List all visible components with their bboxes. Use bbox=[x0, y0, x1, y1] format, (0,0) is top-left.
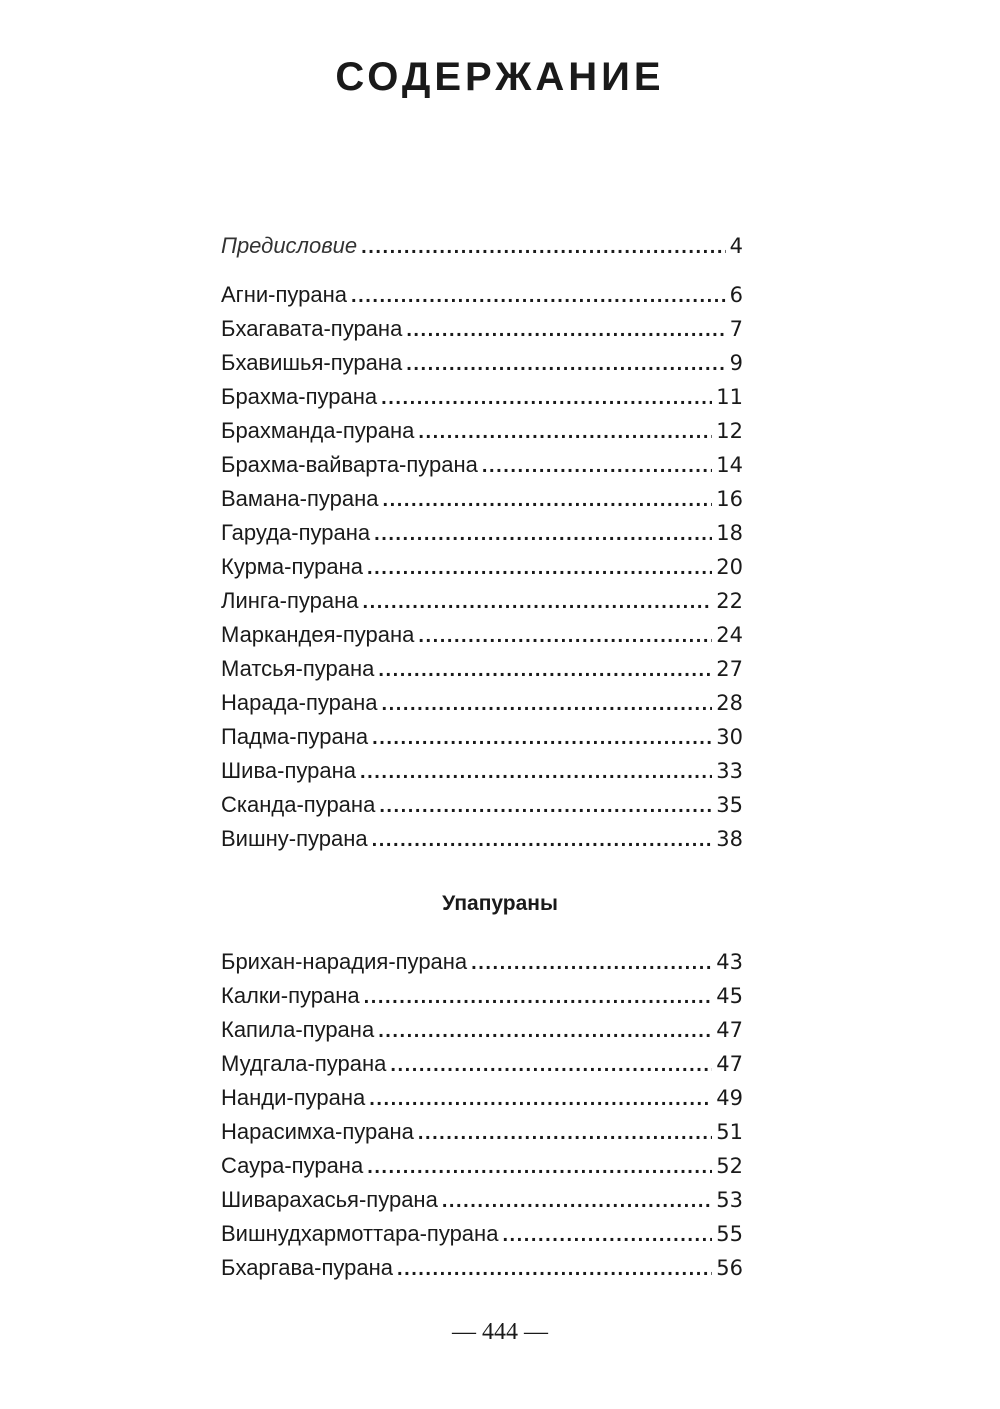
toc-entry-label: Нарасимха-пурана bbox=[221, 1119, 414, 1144]
toc-leader-dots bbox=[372, 823, 713, 857]
toc-entry[interactable] bbox=[221, 652, 743, 686]
toc-entry[interactable] bbox=[221, 346, 743, 380]
toc-leader-dots bbox=[382, 687, 713, 721]
toc-leader-dots bbox=[418, 619, 712, 653]
toc-puranas-list bbox=[221, 278, 743, 856]
toc-entry-page: 56 bbox=[716, 1256, 743, 1280]
toc-entry[interactable] bbox=[221, 448, 743, 482]
toc-leader-dots bbox=[369, 1082, 712, 1116]
toc-leader-dots bbox=[381, 381, 712, 415]
toc-leader-dots bbox=[361, 230, 725, 264]
toc-leader-dots bbox=[406, 313, 725, 347]
toc-entry-label: Брахма-вайварта-пурана bbox=[221, 452, 478, 477]
toc-leader-dots bbox=[367, 551, 712, 585]
toc-entry[interactable] bbox=[221, 945, 743, 979]
toc-entry[interactable] bbox=[221, 278, 743, 312]
toc-leader-dots bbox=[397, 1252, 712, 1286]
toc-leader-dots bbox=[378, 653, 712, 687]
toc-entry-page: 51 bbox=[716, 1120, 743, 1144]
toc-entry-label: Линга-пурана bbox=[221, 588, 359, 613]
toc-entry-label: Курма-пурана bbox=[221, 554, 364, 579]
toc-entry-page: 52 bbox=[716, 1154, 743, 1178]
toc-entry-page: 6 bbox=[729, 283, 743, 307]
toc-entry-page: 27 bbox=[716, 657, 743, 681]
toc-entry-page: 49 bbox=[716, 1086, 743, 1110]
toc-entry-label: Вишнудхармоттара-пурана bbox=[221, 1221, 499, 1246]
toc-entry-label: Матсья-пурана bbox=[221, 656, 375, 681]
toc-entry-label: Нарада-пурана bbox=[221, 690, 378, 715]
toc-preface bbox=[221, 229, 743, 263]
toc-entry-page: 18 bbox=[716, 521, 743, 545]
toc-entry-label: Предисловие bbox=[221, 233, 358, 258]
toc-entry-label: Брихан-нарадия-пурана bbox=[221, 949, 468, 974]
toc-entry-label: Шива-пурана bbox=[221, 758, 356, 783]
toc-entry-label: Бхагавата-пурана bbox=[221, 316, 403, 341]
toc-entry[interactable] bbox=[221, 516, 743, 550]
toc-entry-page: 45 bbox=[716, 984, 743, 1008]
toc-entry[interactable] bbox=[221, 618, 743, 652]
toc-entry-label: Вамана-пурана bbox=[221, 486, 379, 511]
toc-leader-dots bbox=[367, 1150, 712, 1184]
toc-entry-label: Маркандея-пурана bbox=[221, 622, 415, 647]
section-heading-upapuranas: Упапураны bbox=[442, 892, 558, 915]
toc-entry-page: 4 bbox=[729, 234, 743, 258]
toc-entry[interactable] bbox=[221, 482, 743, 516]
toc-leader-dots bbox=[383, 483, 713, 517]
toc-entry-label: Капила-пурана bbox=[221, 1017, 375, 1042]
toc-entry-label: Саура-пурана bbox=[221, 1153, 364, 1178]
toc-entry[interactable] bbox=[221, 1149, 743, 1183]
toc-leader-dots bbox=[390, 1048, 712, 1082]
toc-entry-label: Падма-пурана bbox=[221, 724, 369, 749]
toc-entry[interactable] bbox=[221, 380, 743, 414]
toc-entry[interactable] bbox=[221, 1013, 743, 1047]
toc-leader-dots bbox=[351, 279, 726, 313]
toc-entry-page: 35 bbox=[716, 793, 743, 817]
toc-entry-label: Гаруда-пурана bbox=[221, 520, 371, 545]
toc-entry-page: 47 bbox=[716, 1018, 743, 1042]
toc-leader-dots bbox=[363, 585, 713, 619]
toc-entry-page: 38 bbox=[716, 827, 743, 851]
toc-entry-label: Агни-пурана bbox=[221, 282, 347, 307]
toc-entry-page: 20 bbox=[716, 555, 743, 579]
toc-entry-label: Бхаргава-пурана bbox=[221, 1255, 393, 1280]
toc-entry-preface[interactable] bbox=[221, 229, 743, 263]
toc-entry-label: Шиварахасья-пурана bbox=[221, 1187, 438, 1212]
toc-leader-dots bbox=[360, 755, 712, 789]
toc-entry-page: 7 bbox=[729, 317, 743, 341]
toc-entry-page: 24 bbox=[716, 623, 743, 647]
toc-leader-dots bbox=[442, 1184, 712, 1218]
page-number: — 444 — bbox=[452, 1319, 548, 1345]
toc-leader-dots bbox=[379, 789, 712, 823]
toc-entry-page: 55 bbox=[716, 1222, 743, 1246]
toc-leader-dots bbox=[378, 1014, 712, 1048]
toc-entry[interactable] bbox=[221, 1081, 743, 1115]
toc-entry[interactable] bbox=[221, 414, 743, 448]
toc-entry-page: 14 bbox=[716, 453, 743, 477]
toc-leader-dots bbox=[374, 517, 712, 551]
toc-entry-label: Нанди-пурана bbox=[221, 1085, 366, 1110]
toc-entry[interactable] bbox=[221, 979, 743, 1013]
toc-entry-label: Мудгала-пурана bbox=[221, 1051, 387, 1076]
toc-entry[interactable] bbox=[221, 550, 743, 584]
toc-leader-dots bbox=[372, 721, 712, 755]
toc-leader-dots bbox=[418, 415, 712, 449]
toc-leader-dots bbox=[482, 449, 712, 483]
page-title: СОДЕРЖАНИЕ bbox=[335, 55, 665, 99]
toc-entry-label: Брахманда-пурана bbox=[221, 418, 415, 443]
toc-entry-page: 28 bbox=[716, 691, 743, 715]
toc-entry-page: 12 bbox=[716, 419, 743, 443]
toc-leader-dots bbox=[418, 1116, 712, 1150]
toc-entry-label: Бхавишья-пурана bbox=[221, 350, 403, 375]
toc-entry[interactable] bbox=[221, 686, 743, 720]
toc-upapuranas-list bbox=[221, 945, 743, 1285]
toc-entry[interactable] bbox=[221, 788, 743, 822]
toc-entry-page: 47 bbox=[716, 1052, 743, 1076]
toc-leader-dots bbox=[406, 347, 725, 381]
toc-entry[interactable] bbox=[221, 1183, 743, 1217]
toc-leader-dots bbox=[364, 980, 713, 1014]
toc-entry-page: 53 bbox=[716, 1188, 743, 1212]
toc-entry[interactable] bbox=[221, 754, 743, 788]
toc-entry[interactable] bbox=[221, 1217, 743, 1251]
toc-entry-page: 22 bbox=[716, 589, 743, 613]
toc-leader-dots bbox=[502, 1218, 712, 1252]
toc-entry-label: Калки-пурана bbox=[221, 983, 360, 1008]
toc-entry-label: Вишну-пурана bbox=[221, 826, 368, 851]
toc-entry-label: Брахма-пурана bbox=[221, 384, 378, 409]
toc-entry-page: 9 bbox=[729, 351, 743, 375]
toc-entry[interactable] bbox=[221, 1047, 743, 1081]
toc-entry-page: 43 bbox=[716, 950, 743, 974]
toc-entry-label: Сканда-пурана bbox=[221, 792, 376, 817]
toc-leader-dots bbox=[471, 946, 712, 980]
toc-entry[interactable] bbox=[221, 584, 743, 618]
toc-entry-page: 30 bbox=[716, 725, 743, 749]
toc-entry[interactable] bbox=[221, 822, 743, 856]
toc-entry-page: 33 bbox=[716, 759, 743, 783]
toc-entry-page: 11 bbox=[716, 385, 743, 409]
toc-entry[interactable] bbox=[221, 312, 743, 346]
toc-entry[interactable] bbox=[221, 720, 743, 754]
toc-entry[interactable] bbox=[221, 1251, 743, 1285]
toc-entry-page: 16 bbox=[716, 487, 743, 511]
toc-entry[interactable] bbox=[221, 1115, 743, 1149]
